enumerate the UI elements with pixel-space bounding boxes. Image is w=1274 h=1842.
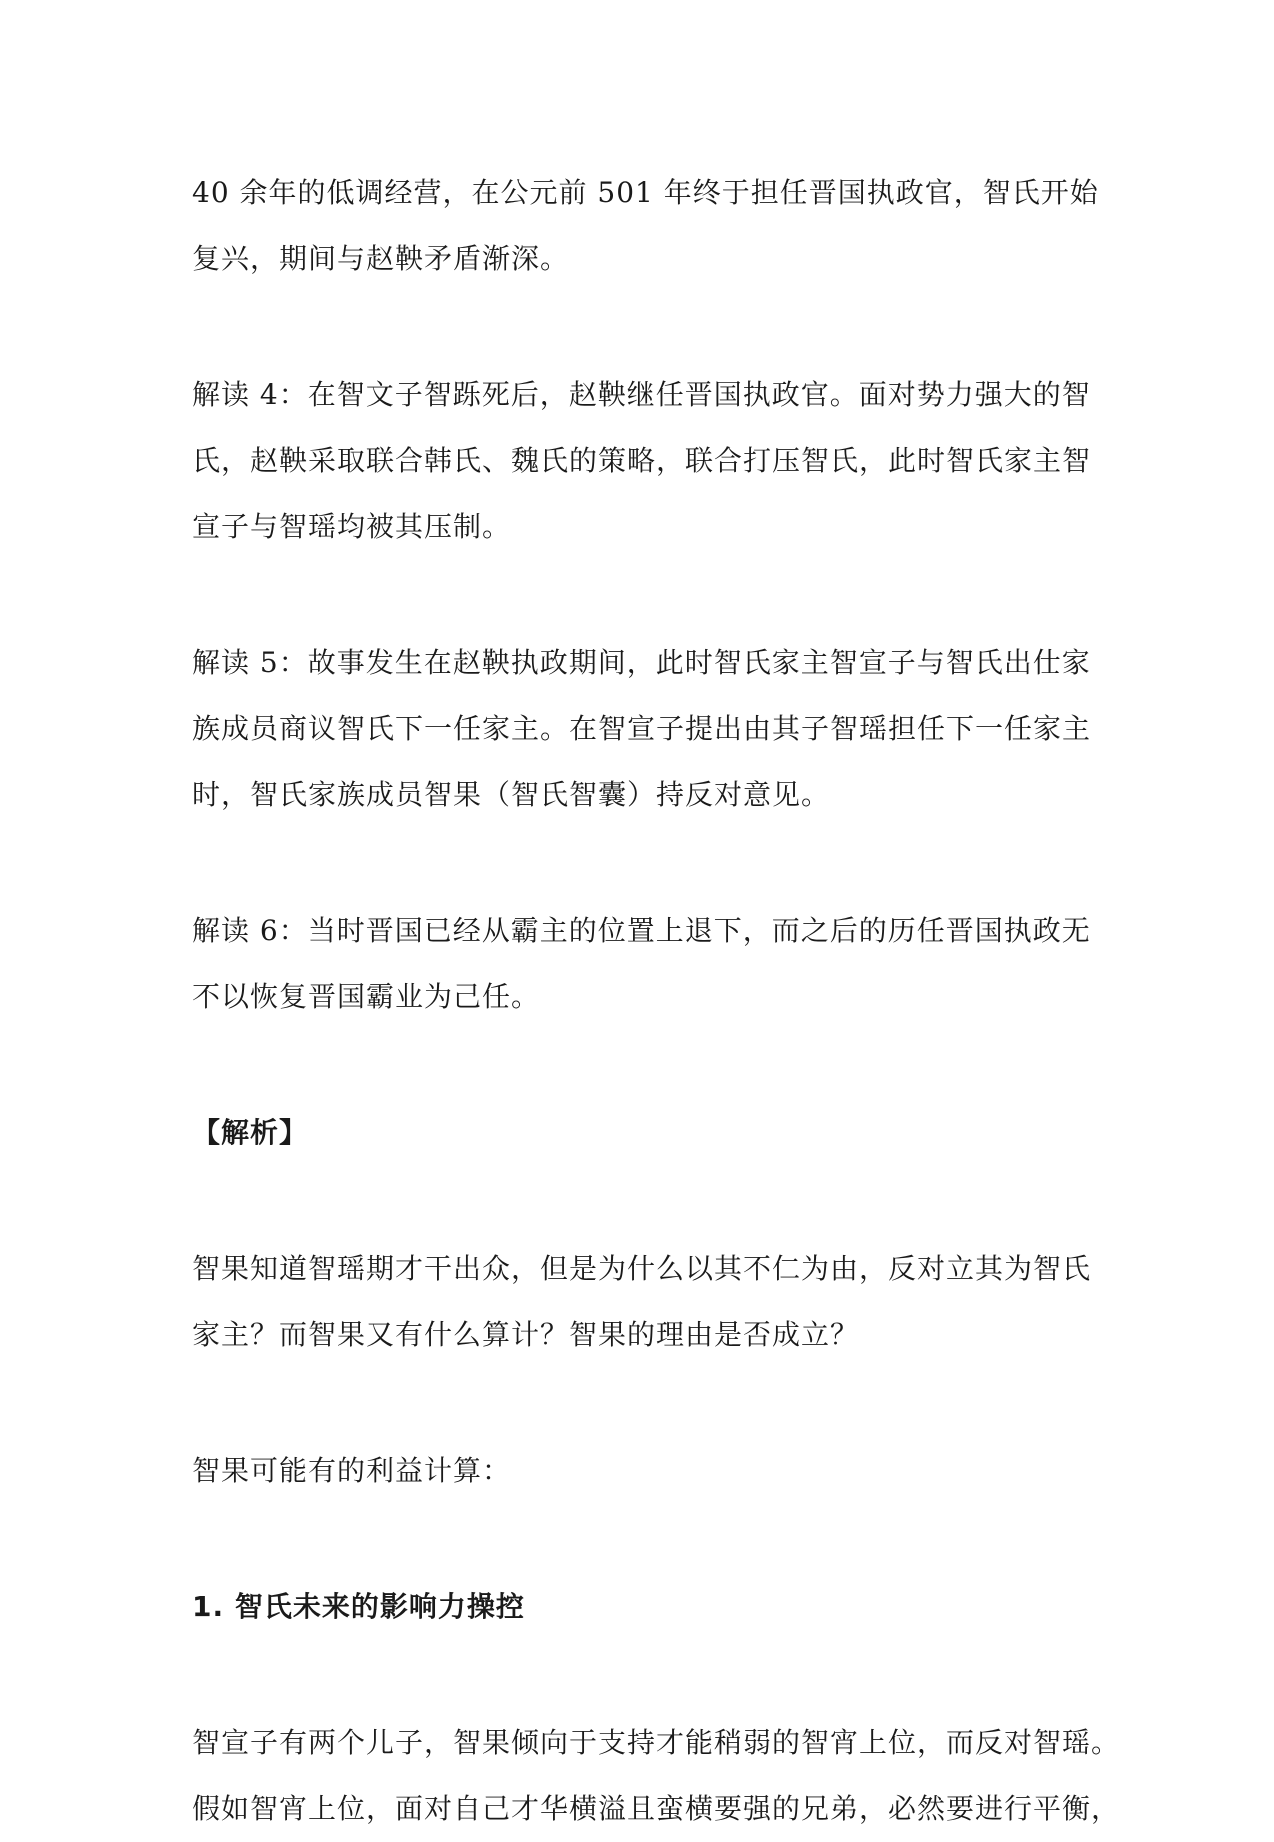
- paragraph-interpretation-4: [192, 362, 1092, 560]
- section-heading-influence: 1. 智氏未来的影响力操控: [192, 1590, 525, 1623]
- text-line: 解读 5：故事发生在赵鞅执政期间，此时智氏家主智宣子与智氏出仕家: [192, 646, 1091, 679]
- text-line: 族成员商议智氏下一任家主。在智宣子提出由其子智瑶担任下一任家主: [192, 712, 1092, 745]
- paragraph-interpretation-6: [192, 898, 1092, 1030]
- text-line: 不以恢复晋国霸业为己任。: [192, 980, 541, 1013]
- text-line: 智宣子有两个儿子，智果倾向于支持才能稍弱的智宵上位，而反对智瑶。: [192, 1726, 1121, 1759]
- text-line: 复兴，期间与赵鞅矛盾渐深。: [192, 242, 570, 275]
- section-heading-analysis: 【解析】: [192, 1116, 309, 1149]
- text-line: 智果可能有的利益计算：: [192, 1454, 512, 1487]
- text-line: 宣子与智瑶均被其压制。: [192, 510, 512, 543]
- text-line: 氏，赵鞅采取联合韩氏、魏氏的策略，联合打压智氏，此时智氏家主智: [192, 444, 1092, 477]
- text-line: 时，智氏家族成员智果（智氏智囊）持反对意见。: [192, 778, 831, 811]
- document-body: [192, 160, 1121, 1842]
- text-line: 家主？而智果又有什么算计？智果的理由是否成立？: [192, 1318, 860, 1351]
- paragraph-influence-body: [192, 1710, 1121, 1842]
- paragraph-interest-calculation: [192, 1438, 1092, 1504]
- text-line: 40 余年的低调经营，在公元前 501 年终于担任晋国执政官，智氏开始: [192, 176, 1099, 209]
- text-line: 解读 4：在智文子智跞死后，赵鞅继任晋国执政官。面对势力强大的智: [192, 378, 1091, 411]
- paragraph-interpretation-5: [192, 630, 1092, 828]
- text-line: 假如智宵上位，面对自己才华横溢且蛮横要强的兄弟，必然要进行平衡，: [192, 1792, 1121, 1825]
- text-line: 解读 6：当时晋国已经从霸主的位置上退下，而之后的历任晋国执政无: [192, 914, 1091, 947]
- text-line: 智果知道智瑶期才干出众，但是为什么以其不仁为由，反对立其为智氏: [192, 1252, 1092, 1285]
- paragraph-analysis-question: [192, 1236, 1092, 1368]
- paragraph-intro: [192, 160, 1099, 292]
